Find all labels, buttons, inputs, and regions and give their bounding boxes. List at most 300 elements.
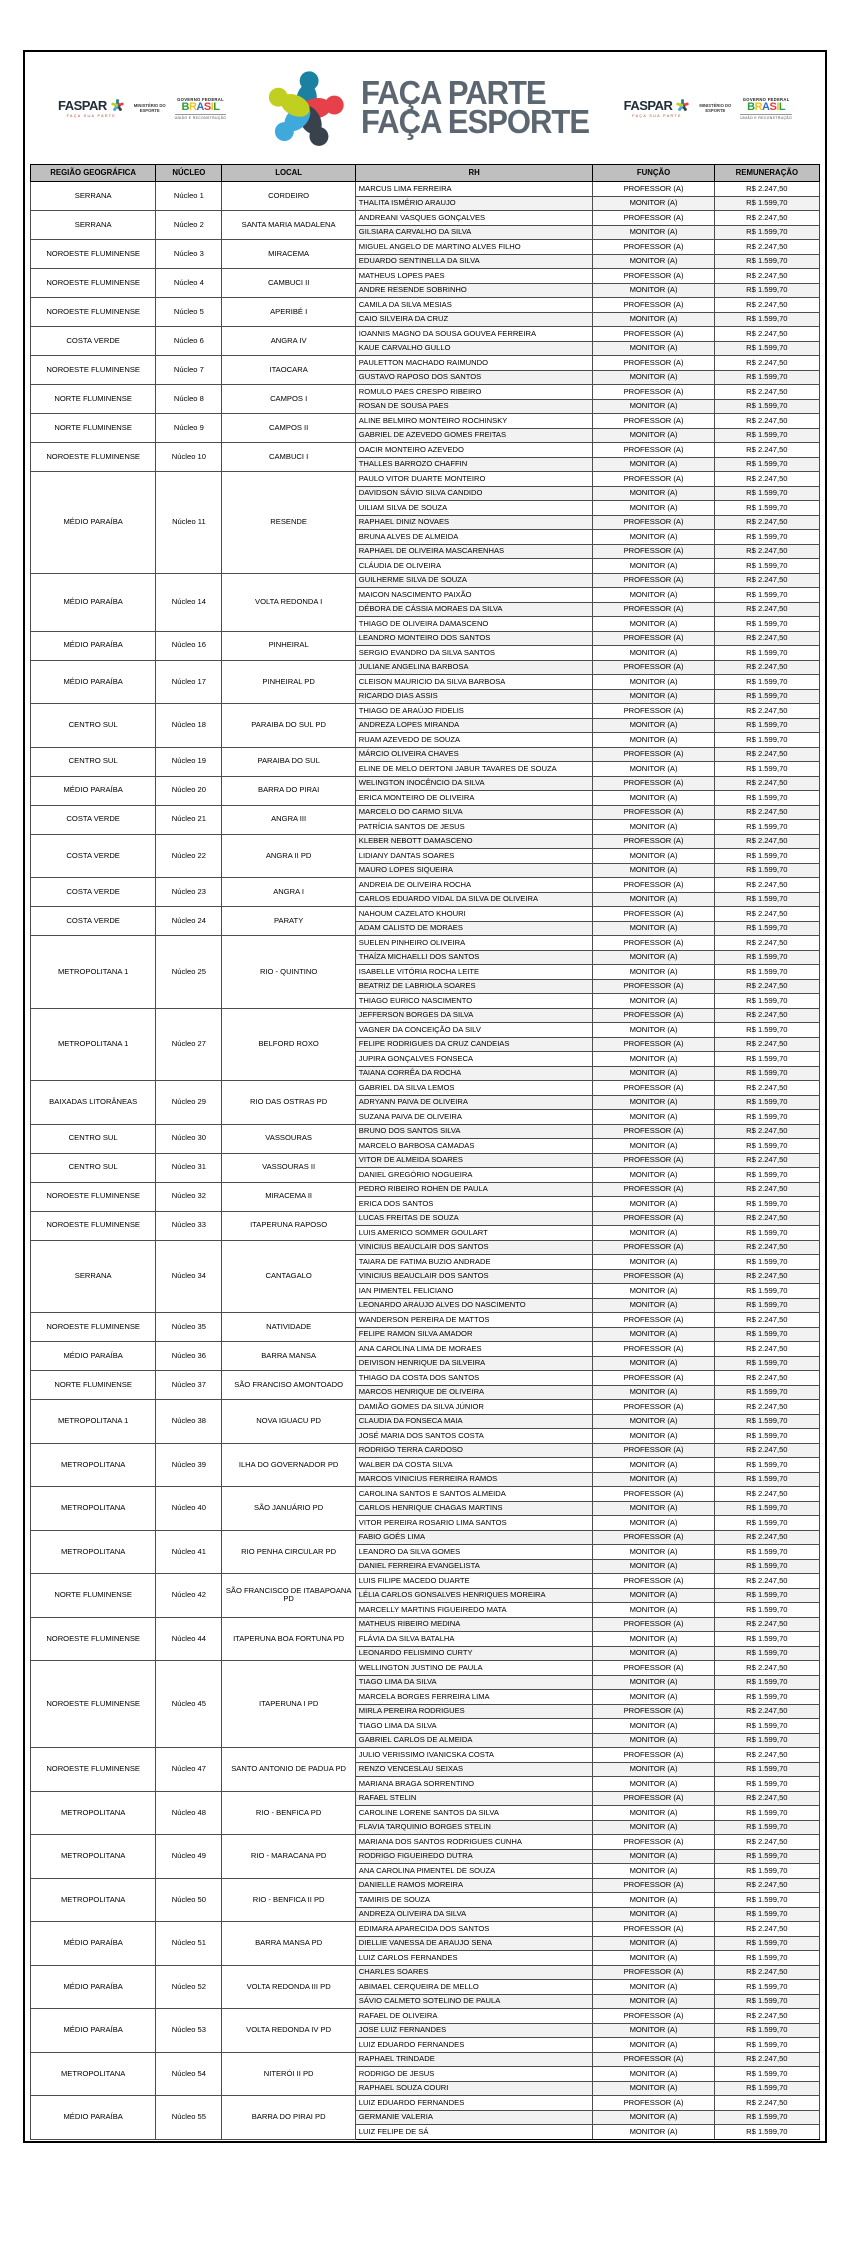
name-cell: JULIANE ANGELINA BARBOSA	[355, 660, 593, 675]
name-cell: ADAM CALISTO DE MORAES	[355, 921, 593, 936]
role-cell: MONITOR (A)	[593, 1110, 714, 1125]
role-cell: MONITOR (A)	[593, 1298, 714, 1313]
local-cell: APERIBÉ I	[222, 298, 355, 327]
pay-cell: R$ 1.599,70	[714, 1820, 819, 1835]
name-cell: DAVIDSON SÁVIO SILVA CANDIDO	[355, 486, 593, 501]
pay-cell: R$ 1.599,70	[714, 2110, 819, 2125]
region-cell: NORTE FLUMINENSE	[31, 385, 156, 414]
local-cell: ANGRA IV	[222, 327, 355, 356]
name-cell: ERICA DOS SANTOS	[355, 1197, 593, 1212]
name-cell: LEANDRO MONTEIRO DOS SANTOS	[355, 631, 593, 646]
role-cell: MONITOR (A)	[593, 689, 714, 704]
governo-federal-label: GOVERNO FEDERAL	[177, 96, 224, 102]
nucleo-cell: Núcleo 1	[156, 182, 222, 211]
name-cell: ABIMAEL CERQUEIRA DE MELLO	[355, 1980, 593, 1995]
nucleo-cell: Núcleo 17	[156, 660, 222, 704]
pay-cell: R$ 1.599,70	[714, 1284, 819, 1299]
table-row	[31, 660, 820, 675]
role-cell: MONITOR (A)	[593, 950, 714, 965]
region-cell: METROPOLITANA	[31, 1791, 156, 1835]
nucleo-cell: Núcleo 40	[156, 1487, 222, 1531]
role-cell: MONITOR (A)	[593, 1690, 714, 1705]
role-cell: PROFESSOR (A)	[593, 1313, 714, 1328]
pay-cell: R$ 1.599,70	[714, 1226, 819, 1241]
pay-cell: R$ 2.247,50	[714, 1443, 819, 1458]
nucleo-cell: Núcleo 6	[156, 327, 222, 356]
table-row	[31, 1342, 820, 1357]
name-cell: DIELLIE VANESSA DE ARAUJO SENA	[355, 1936, 593, 1951]
role-cell: MONITOR (A)	[593, 1849, 714, 1864]
name-cell: MAURO LOPES SIQUEIRA	[355, 863, 593, 878]
name-cell: ANDREZA LOPES MIRANDA	[355, 718, 593, 733]
pay-cell: R$ 2.247,50	[714, 776, 819, 791]
local-cell: VOLTA REDONDA IV PD	[222, 2009, 355, 2053]
role-cell: MONITOR (A)	[593, 1951, 714, 1966]
pay-cell: R$ 2.247,50	[714, 1400, 819, 1415]
nucleo-cell: Núcleo 29	[156, 1081, 222, 1125]
pay-cell: R$ 1.599,70	[714, 1385, 819, 1400]
name-cell: CHARLES SOARES	[355, 1965, 593, 1980]
pay-cell: R$ 2.247,50	[714, 1313, 819, 1328]
region-cell: MÉDIO PARAÍBA	[31, 1342, 156, 1371]
name-cell: DANIEL GREGÓRIO NOGUEIRA	[355, 1168, 593, 1183]
role-cell: MONITOR (A)	[593, 1168, 714, 1183]
name-cell: MARCELA BORGES FERREIRA LIMA	[355, 1690, 593, 1705]
governo-federal-label: GOVERNO FEDERAL	[742, 96, 790, 102]
nucleo-cell: Núcleo 51	[156, 1922, 222, 1966]
pay-cell: R$ 1.599,70	[714, 921, 819, 936]
role-cell: PROFESSOR (A)	[593, 1835, 714, 1850]
role-cell: MONITOR (A)	[593, 1603, 714, 1618]
table-row	[31, 1371, 820, 1386]
role-cell: MONITOR (A)	[593, 530, 714, 545]
role-cell: MONITOR (A)	[593, 1864, 714, 1879]
pay-cell: R$ 2.247,50	[714, 1878, 819, 1893]
role-cell: MONITOR (A)	[593, 1545, 714, 1560]
pay-cell: R$ 1.599,70	[714, 1951, 819, 1966]
region-cell: NOROESTE FLUMINENSE	[31, 269, 156, 298]
role-cell: PROFESSOR (A)	[593, 1037, 714, 1052]
pay-cell: R$ 1.599,70	[714, 1980, 819, 1995]
brasil-wordmark: BRASIL	[747, 100, 786, 113]
region-cell: METROPOLITANA	[31, 1487, 156, 1531]
role-cell: PROFESSOR (A)	[593, 878, 714, 893]
column-header-local: LOCAL	[222, 165, 355, 182]
region-cell: NORTE FLUMINENSE	[31, 1574, 156, 1618]
role-cell: PROFESSOR (A)	[593, 1400, 714, 1415]
pay-cell: R$ 2.247,50	[714, 211, 819, 226]
local-cell: BARRA DO PIRAI	[222, 776, 355, 805]
table-row	[31, 2096, 820, 2111]
role-cell: PROFESSOR (A)	[593, 240, 714, 255]
region-cell: METROPOLITANA	[31, 1443, 156, 1487]
role-cell: MONITOR (A)	[593, 1139, 714, 1154]
table-row	[31, 1965, 820, 1980]
role-cell: MONITOR (A)	[593, 588, 714, 603]
pay-cell: R$ 2.247,50	[714, 1574, 819, 1589]
role-cell: MONITOR (A)	[593, 457, 714, 472]
role-cell: MONITOR (A)	[593, 1023, 714, 1038]
pay-cell: R$ 1.599,70	[714, 950, 819, 965]
pay-cell: R$ 1.599,70	[714, 1762, 819, 1777]
name-cell: VITOR PEREIRA ROSARIO LIMA SANTOS	[355, 1516, 593, 1531]
role-cell: PROFESSOR (A)	[593, 472, 714, 487]
pay-cell: R$ 1.599,70	[714, 457, 819, 472]
name-cell: PAULO VITOR DUARTE MONTEIRO	[355, 472, 593, 487]
role-cell: MONITOR (A)	[593, 1994, 714, 2009]
pay-cell: R$ 2.247,50	[714, 1037, 819, 1052]
nucleo-cell: Núcleo 53	[156, 2009, 222, 2053]
role-cell: PROFESSOR (A)	[593, 515, 714, 530]
pay-cell: R$ 1.599,70	[714, 341, 819, 356]
table-row	[31, 878, 820, 893]
name-cell: EDUARDO SENTINELLA DA SILVA	[355, 254, 593, 269]
pay-cell: R$ 1.599,70	[714, 863, 819, 878]
pay-cell: R$ 1.599,70	[714, 718, 819, 733]
nucleo-cell: Núcleo 38	[156, 1400, 222, 1444]
region-cell: NOROESTE FLUMINENSE	[31, 356, 156, 385]
nucleo-cell: Núcleo 35	[156, 1313, 222, 1342]
name-cell: TAIARA DE FATIMA BUZIO ANDRADE	[355, 1255, 593, 1270]
role-cell: PROFESSOR (A)	[593, 704, 714, 719]
nucleo-cell: Núcleo 27	[156, 1008, 222, 1081]
faspar-logo	[624, 98, 691, 118]
local-cell: PINHEIRAL	[222, 631, 355, 660]
pay-cell: R$ 2.247,50	[714, 443, 819, 458]
role-cell: MONITOR (A)	[593, 617, 714, 632]
role-cell: PROFESSOR (A)	[593, 2052, 714, 2067]
name-cell: RAFAEL STELIN	[355, 1791, 593, 1806]
role-cell: MONITOR (A)	[593, 1516, 714, 1531]
name-cell: MARCELO DO CARMO SILVA	[355, 805, 593, 820]
table-row	[31, 356, 820, 371]
role-cell: PROFESSOR (A)	[593, 907, 714, 922]
pay-cell: R$ 2.247,50	[714, 356, 819, 371]
name-cell: JULIO VERISSIMO IVANICSKA COSTA	[355, 1748, 593, 1763]
nucleo-cell: Núcleo 49	[156, 1835, 222, 1879]
role-cell: MONITOR (A)	[593, 1893, 714, 1908]
nucleo-cell: Núcleo 47	[156, 1748, 222, 1792]
pay-cell: R$ 1.599,70	[714, 1139, 819, 1154]
name-cell: KAUE CARVALHO GULLO	[355, 341, 593, 356]
pay-cell: R$ 1.599,70	[714, 1429, 819, 1444]
pay-cell: R$ 1.599,70	[714, 733, 819, 748]
region-cell: NOROESTE FLUMINENSE	[31, 240, 156, 269]
pay-cell: R$ 1.599,70	[714, 1255, 819, 1270]
column-header-funcao: FUNÇÃO	[593, 165, 714, 182]
role-cell: PROFESSOR (A)	[593, 1081, 714, 1096]
name-cell: GABRIEL CARLOS DE ALMEIDA	[355, 1733, 593, 1748]
name-cell: MAICON NASCIMENTO PAIXÃO	[355, 588, 593, 603]
name-cell: RAPHAEL DINIZ NOVAES	[355, 515, 593, 530]
role-cell: MONITOR (A)	[593, 994, 714, 1009]
role-cell: PROFESSOR (A)	[593, 979, 714, 994]
pay-cell: R$ 1.599,70	[714, 312, 819, 327]
region-cell: NORTE FLUMINENSE	[31, 414, 156, 443]
region-cell: NOROESTE FLUMINENSE	[31, 1313, 156, 1342]
name-cell: CAIO SILVEIRA DA CRUZ	[355, 312, 593, 327]
role-cell: MONITOR (A)	[593, 1588, 714, 1603]
pay-cell: R$ 2.247,50	[714, 573, 819, 588]
table-row	[31, 776, 820, 791]
role-cell: MONITOR (A)	[593, 892, 714, 907]
pay-cell: R$ 2.247,50	[714, 1661, 819, 1676]
pay-cell: R$ 1.599,70	[714, 1327, 819, 1342]
pay-cell: R$ 2.247,50	[714, 240, 819, 255]
table-row	[31, 1081, 820, 1096]
region-cell: METROPOLITANA	[31, 2052, 156, 2096]
region-cell: SERRANA	[31, 1240, 156, 1313]
role-cell: MONITOR (A)	[593, 1675, 714, 1690]
pay-cell: R$ 1.599,70	[714, 1110, 819, 1125]
region-cell: COSTA VERDE	[31, 834, 156, 878]
name-cell: JUPIRA GONÇALVES FONSECA	[355, 1052, 593, 1067]
local-cell: ANGRA III	[222, 805, 355, 834]
role-cell: MONITOR (A)	[593, 762, 714, 777]
name-cell: MARIANA BRAGA SORRENTINO	[355, 1777, 593, 1792]
table-row	[31, 834, 820, 849]
nucleo-cell: Núcleo 50	[156, 1878, 222, 1922]
name-cell: SÁVIO CALMETO SOTELINO DE PAULA	[355, 1994, 593, 2009]
local-cell: SANTA MARIA MADALENA	[222, 211, 355, 240]
name-cell: LUIZ FELIPE DE SÁ	[355, 2125, 593, 2140]
name-cell: ALINE BELMIRO MONTEIRO ROCHINSKY	[355, 414, 593, 429]
name-cell: DANIELLE RAMOS MOREIRA	[355, 1878, 593, 1893]
role-cell: MONITOR (A)	[593, 1226, 714, 1241]
name-cell: ANA CAROLINA PIMENTEL DE SOUZA	[355, 1864, 593, 1879]
role-cell: PROFESSOR (A)	[593, 1878, 714, 1893]
pay-cell: R$ 1.599,70	[714, 1936, 819, 1951]
brasil-wordmark: BRASIL	[181, 100, 220, 113]
region-cell: SERRANA	[31, 211, 156, 240]
region-cell: NOROESTE FLUMINENSE	[31, 298, 156, 327]
name-cell: CAROLINE LORENE SANTOS DA SILVA	[355, 1806, 593, 1821]
name-cell: DAMIÃO GOMES DA SILVA JÚNIOR	[355, 1400, 593, 1415]
local-cell: BARRA DO PIRAI PD	[222, 2096, 355, 2140]
local-cell: CAMBUCI I	[222, 443, 355, 472]
local-cell: ANGRA II PD	[222, 834, 355, 878]
pay-cell: R$ 2.247,50	[714, 1922, 819, 1937]
role-cell: PROFESSOR (A)	[593, 1182, 714, 1197]
name-cell: ANDREZA OLIVEIRA DA SILVA	[355, 1907, 593, 1922]
pay-cell: R$ 1.599,70	[714, 1545, 819, 1560]
role-cell: PROFESSOR (A)	[593, 1008, 714, 1023]
name-cell: VITOR DE ALMEIDA SOARES	[355, 1153, 593, 1168]
region-cell: METROPOLITANA	[31, 1878, 156, 1922]
pay-cell: R$ 1.599,70	[714, 1588, 819, 1603]
role-cell: MONITOR (A)	[593, 341, 714, 356]
table-row	[31, 269, 820, 284]
role-cell: MONITOR (A)	[593, 849, 714, 864]
table-row	[31, 1487, 820, 1502]
table-row	[31, 1617, 820, 1632]
pay-cell: R$ 2.247,50	[714, 1124, 819, 1139]
local-cell: VASSOURAS II	[222, 1153, 355, 1182]
role-cell: PROFESSOR (A)	[593, 1791, 714, 1806]
pay-cell: R$ 2.247,50	[714, 515, 819, 530]
nucleo-cell: Núcleo 45	[156, 1661, 222, 1748]
nucleo-cell: Núcleo 8	[156, 385, 222, 414]
nucleo-cell: Núcleo 3	[156, 240, 222, 269]
pay-cell: R$ 2.247,50	[714, 704, 819, 719]
name-cell: THALITA ISMÉRIO ARAUJO	[355, 196, 593, 211]
role-cell: MONITOR (A)	[593, 283, 714, 298]
name-cell: THAÍZA MICHAELLI DOS SANTOS	[355, 950, 593, 965]
role-cell: MONITOR (A)	[593, 718, 714, 733]
role-cell: MONITOR (A)	[593, 2110, 714, 2125]
region-cell: MÉDIO PARAÍBA	[31, 660, 156, 704]
nucleo-cell: Núcleo 11	[156, 472, 222, 574]
role-cell: PROFESSOR (A)	[593, 936, 714, 951]
name-cell: RAPHAEL DE OLIVEIRA MASCARENHAS	[355, 544, 593, 559]
pay-cell: R$ 1.599,70	[714, 1646, 819, 1661]
role-cell: MONITOR (A)	[593, 428, 714, 443]
local-cell: ITAPERUNA I PD	[222, 1661, 355, 1748]
pay-cell: R$ 1.599,70	[714, 1994, 819, 2009]
nucleo-cell: Núcleo 21	[156, 805, 222, 834]
local-cell: RIO - MARACANA PD	[222, 1835, 355, 1879]
ministry-line1: MINISTÉRIO DO	[133, 102, 166, 108]
nucleo-cell: Núcleo 52	[156, 1965, 222, 2009]
region-cell: CENTRO SUL	[31, 747, 156, 776]
name-cell: IAN PIMENTEL FELICIANO	[355, 1284, 593, 1299]
table-row	[31, 1574, 820, 1589]
name-cell: DÉBORA DE CÁSSIA MORAES DA SILVA	[355, 602, 593, 617]
table-row	[31, 1661, 820, 1676]
region-cell: BAIXADAS LITORÂNEAS	[31, 1081, 156, 1125]
name-cell: THIAGO DE ARAÚJO FIDELIS	[355, 704, 593, 719]
role-cell: MONITOR (A)	[593, 486, 714, 501]
name-cell: TIAGO LIMA DA SILVA	[355, 1675, 593, 1690]
pay-cell: R$ 1.599,70	[714, 428, 819, 443]
pay-cell: R$ 1.599,70	[714, 283, 819, 298]
brand-block-left	[58, 97, 226, 120]
table-row	[31, 2009, 820, 2024]
region-cell: METROPOLITANA	[31, 1835, 156, 1879]
pay-cell: R$ 1.599,70	[714, 1095, 819, 1110]
role-cell: PROFESSOR (A)	[593, 414, 714, 429]
name-cell: IOANNIS MAGNO DA SOUSA GOUVEA FERREIRA	[355, 327, 593, 342]
page-frame	[23, 50, 827, 2143]
pay-cell: R$ 1.599,70	[714, 1052, 819, 1067]
brasil-gov-logo	[175, 97, 227, 120]
table-row	[31, 385, 820, 400]
name-cell: LIDIANY DANTAS SOARES	[355, 849, 593, 864]
pay-cell: R$ 2.247,50	[714, 1153, 819, 1168]
name-cell: THALLES BARROZO CHAFFIN	[355, 457, 593, 472]
region-cell: METROPOLITANA	[31, 1530, 156, 1574]
name-cell: JOSE LUIZ FERNANDES	[355, 2023, 593, 2038]
uniao-reconstrucao-label: UNIÃO E RECONSTRUÇÃO	[174, 115, 227, 120]
pay-cell: R$ 1.599,70	[714, 1559, 819, 1574]
nucleo-cell: Núcleo 25	[156, 936, 222, 1009]
nucleo-cell: Núcleo 18	[156, 704, 222, 748]
name-cell: LUIZ EDUARDO FERNANDES	[355, 2096, 593, 2111]
local-cell: PARATY	[222, 907, 355, 936]
name-cell: BRUNA ALVES DE ALMEIDA	[355, 530, 593, 545]
role-cell: MONITOR (A)	[593, 1559, 714, 1574]
role-cell: PROFESSOR (A)	[593, 2009, 714, 2024]
local-cell: VOLTA REDONDA III PD	[222, 1965, 355, 2009]
pay-cell: R$ 2.247,50	[714, 1211, 819, 1226]
region-cell: MÉDIO PARAÍBA	[31, 1922, 156, 1966]
nucleo-cell: Núcleo 32	[156, 1182, 222, 1211]
faca-parte-logo	[261, 64, 589, 152]
name-cell: GILSIARA CARVALHO DA SILVA	[355, 225, 593, 240]
pay-cell: R$ 2.247,50	[714, 1791, 819, 1806]
role-cell: PROFESSOR (A)	[593, 182, 714, 197]
pay-cell: R$ 2.247,50	[714, 602, 819, 617]
name-cell: ANDREANI VASQUES GONÇALVES	[355, 211, 593, 226]
faspar-wordmark: FASPAR	[623, 98, 673, 113]
name-cell: ISABELLE VITÓRIA ROCHA LEITE	[355, 965, 593, 980]
role-cell: PROFESSOR (A)	[593, 1211, 714, 1226]
nucleo-cell: Núcleo 30	[156, 1124, 222, 1153]
pay-cell: R$ 1.599,70	[714, 1733, 819, 1748]
nucleo-cell: Núcleo 34	[156, 1240, 222, 1313]
pay-cell: R$ 1.599,70	[714, 1414, 819, 1429]
pay-cell: R$ 1.599,70	[714, 892, 819, 907]
name-cell: CARLOS EDUARDO VIDAL DA SILVA DE OLIVEIRA	[355, 892, 593, 907]
ministry-line2: ESPORTE	[705, 108, 726, 113]
local-cell: SÃO FRANCISCO DE ITABAPOANA PD	[222, 1574, 355, 1618]
region-cell: MÉDIO PARAÍBA	[31, 2096, 156, 2140]
nucleo-cell: Núcleo 9	[156, 414, 222, 443]
name-cell: MÁRCIO OLIVEIRA CHAVES	[355, 747, 593, 762]
name-cell: MARCOS HENRIQUE DE OLIVEIRA	[355, 1385, 593, 1400]
name-cell: VINICIUS BEAUCLAIR DOS SANTOS	[355, 1269, 593, 1284]
pay-cell: R$ 1.599,70	[714, 1472, 819, 1487]
pay-cell: R$ 2.247,50	[714, 1008, 819, 1023]
role-cell: PROFESSOR (A)	[593, 544, 714, 559]
role-cell: MONITOR (A)	[593, 1777, 714, 1792]
region-cell: MÉDIO PARAÍBA	[31, 631, 156, 660]
region-cell: COSTA VERDE	[31, 805, 156, 834]
name-cell: DEIVISON HENRIQUE DA SILVEIRA	[355, 1356, 593, 1371]
nucleo-cell: Núcleo 39	[156, 1443, 222, 1487]
pay-cell: R$ 2.247,50	[714, 414, 819, 429]
name-cell: LEANDRO DA SILVA GOMES	[355, 1545, 593, 1560]
role-cell: PROFESSOR (A)	[593, 1443, 714, 1458]
pay-cell: R$ 2.247,50	[714, 1617, 819, 1632]
name-cell: MATHEUS LOPES PAES	[355, 269, 593, 284]
nucleo-cell: Núcleo 23	[156, 878, 222, 907]
local-cell: RIO - QUINTINO	[222, 936, 355, 1009]
column-header-nucleo: NÚCLEO	[156, 165, 222, 182]
role-cell: PROFESSOR (A)	[593, 602, 714, 617]
pay-cell: R$ 1.599,70	[714, 762, 819, 777]
roster-table	[30, 164, 820, 2140]
region-cell: MÉDIO PARAÍBA	[31, 573, 156, 631]
uniao-reconstrucao-label: UNIÃO E RECONSTRUÇÃO	[740, 115, 792, 120]
name-cell: TIAGO LIMA DA SILVA	[355, 1719, 593, 1734]
name-cell: ERICA MONTEIRO DE OLIVEIRA	[355, 791, 593, 806]
pay-cell: R$ 1.599,70	[714, 1675, 819, 1690]
role-cell: PROFESSOR (A)	[593, 1617, 714, 1632]
name-cell: UILIAM SILVA DE SOUZA	[355, 501, 593, 516]
name-cell: BEATRIZ DE LABRIOLA SOARES	[355, 979, 593, 994]
role-cell: PROFESSOR (A)	[593, 211, 714, 226]
name-cell: RODRIGO FIGUEIREDO DUTRA	[355, 1849, 593, 1864]
table-row	[31, 907, 820, 922]
name-cell: WELINGTON INOCÊNCIO DA SILVA	[355, 776, 593, 791]
name-cell: RENZO VENCESLAU SEIXAS	[355, 1762, 593, 1777]
pay-cell: R$ 1.599,70	[714, 370, 819, 385]
pay-cell: R$ 2.247,50	[714, 544, 819, 559]
table-row	[31, 1791, 820, 1806]
pay-cell: R$ 1.599,70	[714, 1516, 819, 1531]
pay-cell: R$ 1.599,70	[714, 849, 819, 864]
